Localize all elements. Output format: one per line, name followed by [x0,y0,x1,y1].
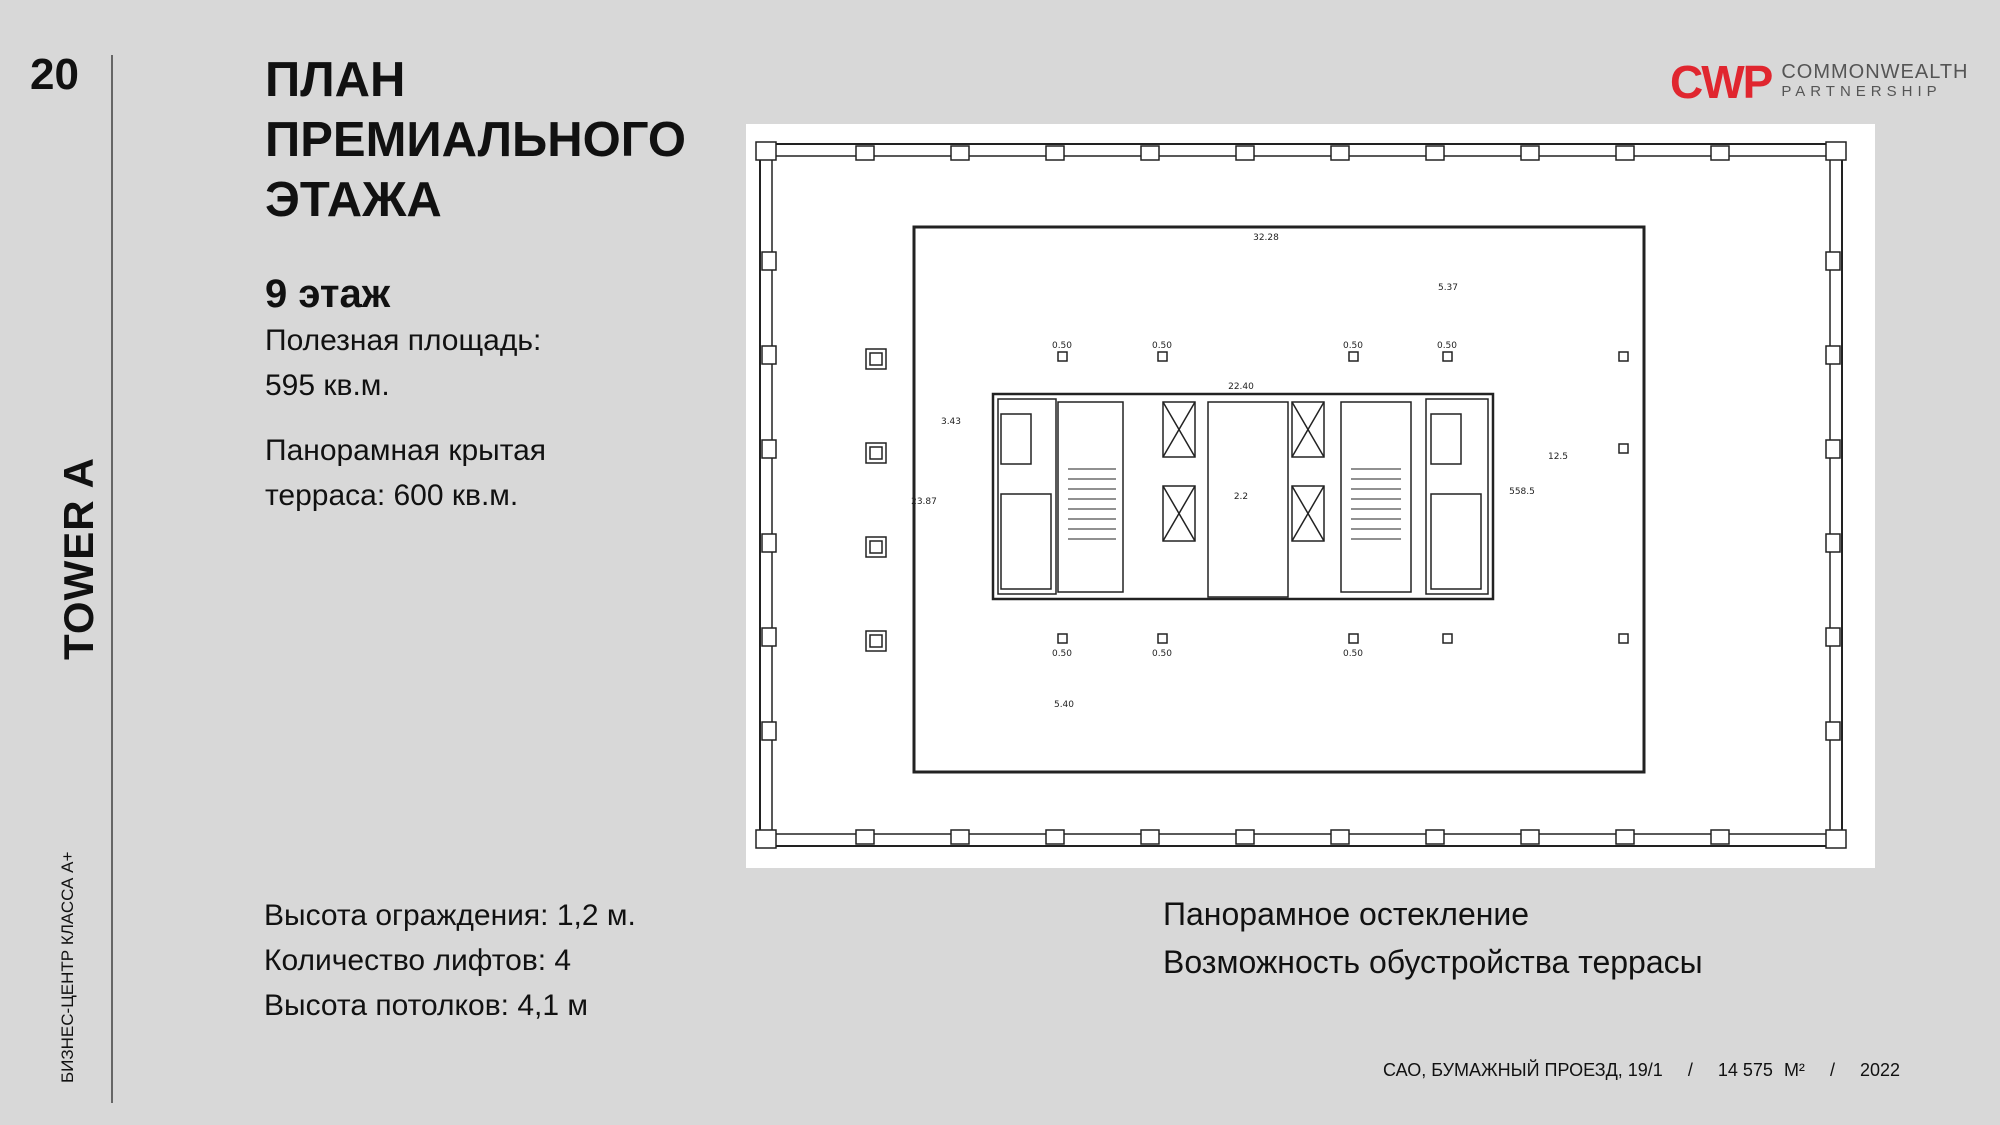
dim-label: 0.50 [1342,649,1364,659]
title-line: ПЛАН [265,53,406,107]
vertical-divider [111,55,113,1103]
spec-item: Высота потолков: 4,1 м [264,989,588,1022]
footer-unit: M² [1783,1060,1805,1080]
dim-label: 0.50 [1051,341,1073,351]
class-label: БИЗНЕС-ЦЕНТР КЛАССА А+ [58,851,77,1083]
tower-label: TOWER A [55,457,102,660]
floor-plan [746,124,1875,868]
logo-line-1: COMMONWEALTH [1781,61,1969,83]
logo-text [1781,62,1968,102]
specs-right [1163,890,1703,986]
spec-item: Панорамное остекление [1163,896,1530,932]
terrace-line: терраса: 600 кв.м. [265,479,519,512]
footer-separator: / [1829,1060,1835,1080]
plan-dimensions [911,233,1568,710]
footer-area: 14 575 [1717,1060,1773,1080]
dim-label: 2.2 [1233,492,1249,502]
title-line: ЭТАЖА [265,173,442,227]
spec-item: Возможность обустройства террасы [1163,944,1703,980]
logo-line-2: PARTNERSHIP [1781,83,1942,100]
useful-area [265,318,541,408]
spec-item: Количество лифтов: 4 [264,944,572,977]
specs-left [264,893,636,1028]
dim-label: 0.50 [1151,649,1173,659]
page-number: 20 [30,50,79,99]
dim-label: 23.87 [911,497,937,507]
title-line: ПРЕМИАЛЬНОГО [265,113,686,167]
page-title [265,50,686,230]
dim-label: 558.5 [1509,487,1535,497]
dim-label: 0.50 [1051,649,1073,659]
dim-label: 5.40 [1053,700,1075,710]
dim-label: 22.40 [1228,382,1254,392]
dim-label: 0.50 [1151,341,1173,351]
footer-year: 2022 [1859,1060,1901,1080]
terrace-area [265,428,546,518]
logo-mark: CWP [1670,56,1772,108]
dim-label: 0.50 [1342,341,1364,351]
footer [1383,1060,1900,1081]
cwp-logo [1670,52,1969,112]
dim-label: 32.28 [1253,233,1279,243]
useful-area-line: Полезная площадь: [265,324,542,357]
floor-label: 9 этаж [265,272,391,316]
terrace-line: Панорамная крытая [265,434,547,467]
spec-item: Высота ограждения: 1,2 м. [264,899,636,932]
footer-address: САО, БУМАЖНЫЙ ПРОЕЗД, 19/1 [1383,1060,1663,1080]
facade-columns [756,142,1846,848]
dim-label: 3.43 [940,417,962,427]
footer-separator: / [1687,1060,1693,1080]
useful-area-line: 595 кв.м. [265,369,390,402]
dim-label: 12.5 [1547,452,1569,462]
dim-label: 5.37 [1437,283,1459,293]
dim-label: 0.50 [1436,341,1458,351]
